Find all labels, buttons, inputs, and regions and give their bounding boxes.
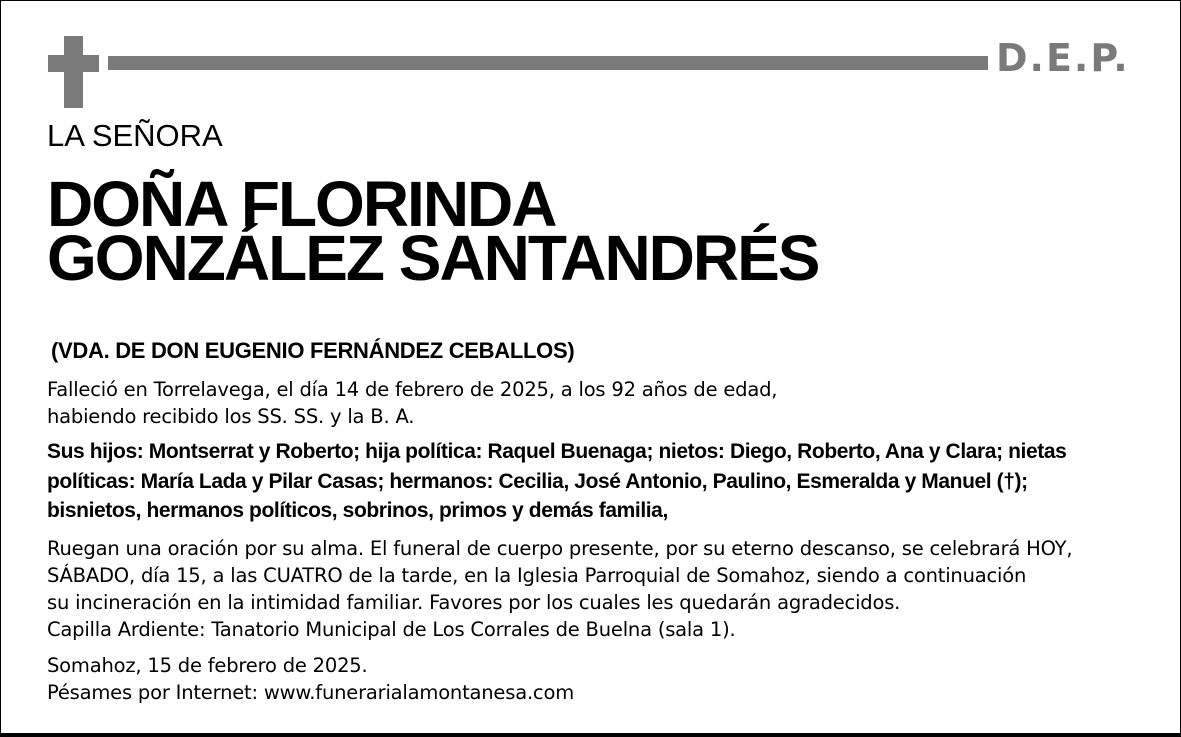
footer — [47, 652, 574, 706]
cross-icon — [64, 36, 83, 108]
cross-icon-bar — [48, 55, 99, 72]
death-notice-line: habiendo recibido los SS. SS. y la B. A. — [47, 405, 415, 428]
widow-of: (VDA. DE DON EUGENIO FERNÁNDEZ CEBALLOS) — [51, 338, 575, 363]
family-list — [47, 437, 1066, 526]
dep-label: D.E.P. — [996, 36, 1130, 80]
funeral-line: su incineración en la intimidad familiar. Favores por los cuales les quedarán agradecidos. — [47, 591, 901, 614]
honorific: LA SEÑORA — [47, 118, 223, 153]
family-line: políticas: María Lada y Pilar Casas; hermanos: Cecilia, José Antonio, Paulino, Esmeralda y Manuel (†); — [47, 469, 1028, 493]
family-line: Sus hijos: Montserrat y Roberto; hija política: Raquel Buenaga; nietos: Diego, Roberto, Ana y Clara; nietas — [47, 440, 1067, 463]
funeral-line: Capilla Ardiente: Tanatorio Municipal de Los Corrales de Buelna (sala 1). — [47, 618, 736, 641]
footer-website: Pésames por Internet: www.funerarialamontanesa.com — [47, 681, 574, 704]
deceased-name-line2: GONZÁLEZ SANTANDRÉS — [47, 222, 819, 294]
death-notice-line: Falleció en Torrelavega, el día 14 de febrero de 2025, a los 92 años de edad, — [47, 378, 778, 401]
death-notice — [47, 376, 777, 430]
funeral-line: Ruegan una oración por su alma. El funeral de cuerpo presente, por su eterno descanso, se celebrará HOY, — [47, 537, 1073, 560]
footer-date: Somahoz, 15 de febrero de 2025. — [47, 654, 368, 677]
funeral-line: SÁBADO, día 15, a las CUATRO de la tarde, en la Iglesia Parroquial de Somahoz, siendo a continuación — [47, 564, 1027, 587]
deceased-name-line1: DOÑA FLORINDA — [47, 168, 556, 240]
family-line: bisnietos, hermanos políticos, sobrinos, primos y demás familia, — [47, 499, 668, 522]
funeral-details — [47, 535, 1072, 643]
header-rule — [108, 56, 988, 70]
